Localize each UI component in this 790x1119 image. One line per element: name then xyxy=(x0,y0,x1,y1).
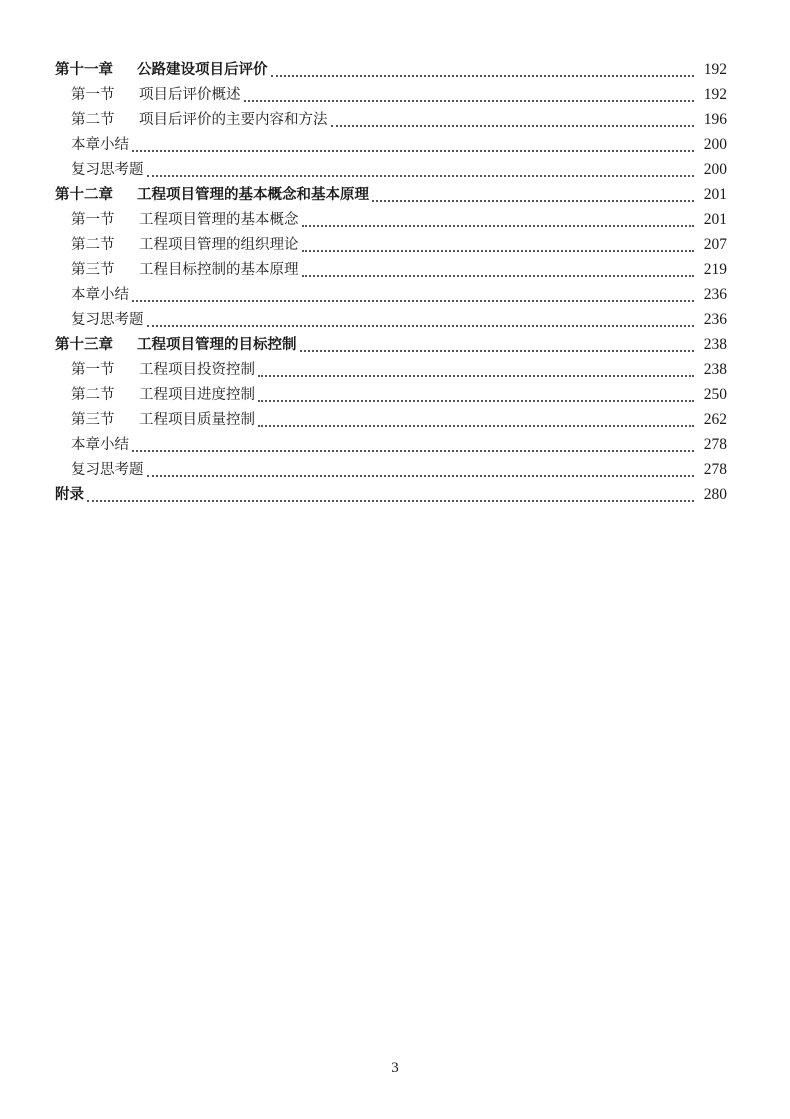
toc-entry-title: 复习思考题 xyxy=(71,462,144,478)
toc-entry-page: 250 xyxy=(703,386,727,403)
toc-section-entry xyxy=(55,232,727,257)
toc-entry-title: 工程目标控制的基本原理 xyxy=(139,262,299,278)
toc-entry-label xyxy=(55,308,144,333)
toc-chapter-entry xyxy=(55,482,727,507)
toc-chapter-entry xyxy=(55,332,727,357)
toc-entry-title: 项目后评价的主要内容和方法 xyxy=(139,112,328,128)
dot-leader xyxy=(147,325,695,327)
table-of-contents xyxy=(55,57,727,507)
toc-entry-page: 192 xyxy=(703,61,727,78)
toc-entry-title: 复习思考题 xyxy=(71,162,144,178)
dot-leader xyxy=(258,375,694,377)
dot-leader xyxy=(302,275,695,277)
toc-entry-title: 附录 xyxy=(55,487,84,503)
toc-entry-label xyxy=(55,83,241,108)
toc-entry-title: 工程项目管理的组织理论 xyxy=(139,237,299,253)
toc-entry-page: 196 xyxy=(703,111,727,128)
dot-leader xyxy=(132,300,694,302)
dot-leader xyxy=(302,225,695,227)
toc-entry-title: 工程项目质量控制 xyxy=(139,412,255,428)
dot-leader xyxy=(331,125,695,127)
toc-section-entry xyxy=(55,282,727,307)
toc-entry-page: 278 xyxy=(703,436,727,453)
toc-entry-label xyxy=(55,108,328,133)
toc-entry-title: 本章小结 xyxy=(71,287,129,303)
toc-section-entry xyxy=(55,107,727,132)
toc-entry-title: 工程项目管理的目标控制 xyxy=(137,337,297,353)
toc-entry-title: 公路建设项目后评价 xyxy=(137,62,268,78)
toc-chapter-entry xyxy=(55,182,727,207)
toc-section-entry xyxy=(55,132,727,157)
toc-entry-label xyxy=(55,458,144,483)
toc-entry-title: 工程项目投资控制 xyxy=(139,362,255,378)
toc-entry-label xyxy=(55,283,129,308)
toc-entry-number: 第十二章 xyxy=(55,187,113,203)
toc-entry-number: 第二节 xyxy=(71,112,115,128)
toc-entry-label xyxy=(55,483,84,508)
toc-section-entry xyxy=(55,257,727,282)
toc-entry-label xyxy=(55,383,255,408)
toc-entry-number: 第二节 xyxy=(71,237,115,253)
toc-entry-title: 复习思考题 xyxy=(71,312,144,328)
toc-entry-title: 工程项目管理的基本概念和基本原理 xyxy=(137,187,369,203)
toc-entry-title: 本章小结 xyxy=(71,437,129,453)
toc-entry-label xyxy=(55,333,297,358)
toc-entry-page: 200 xyxy=(703,161,727,178)
toc-entry-title: 本章小结 xyxy=(71,137,129,153)
toc-entry-page: 192 xyxy=(703,86,727,103)
toc-entry-number: 第二节 xyxy=(71,387,115,403)
toc-section-entry xyxy=(55,207,727,232)
toc-entry-number: 第十一章 xyxy=(55,62,113,78)
dot-leader xyxy=(87,500,694,502)
dot-leader xyxy=(258,400,694,402)
toc-entry-label xyxy=(55,58,268,83)
dot-leader xyxy=(302,250,695,252)
toc-entry-label xyxy=(55,408,255,433)
dot-leader xyxy=(147,175,695,177)
toc-section-entry xyxy=(55,157,727,182)
toc-chapter-entry xyxy=(55,57,727,82)
toc-entry-page: 236 xyxy=(703,311,727,328)
toc-entry-number: 第三节 xyxy=(71,412,115,428)
toc-entry-page: 238 xyxy=(703,361,727,378)
toc-section-entry xyxy=(55,407,727,432)
toc-entry-page: 219 xyxy=(703,261,727,278)
toc-entry-number: 第一节 xyxy=(71,212,115,228)
toc-entry-page: 201 xyxy=(703,186,727,203)
toc-entry-page: 201 xyxy=(703,211,727,228)
toc-entry-page: 280 xyxy=(703,486,727,503)
toc-entry-page: 200 xyxy=(703,136,727,153)
dot-leader xyxy=(132,450,694,452)
dot-leader xyxy=(147,475,695,477)
toc-entry-page: 236 xyxy=(703,286,727,303)
toc-entry-label xyxy=(55,258,299,283)
toc-entry-label xyxy=(55,358,255,383)
toc-entry-page: 238 xyxy=(703,336,727,353)
toc-section-entry xyxy=(55,432,727,457)
toc-entry-title: 工程项目管理的基本概念 xyxy=(139,212,299,228)
toc-entry-label xyxy=(55,158,144,183)
dot-leader xyxy=(258,425,694,427)
dot-leader xyxy=(271,75,695,77)
toc-section-entry xyxy=(55,82,727,107)
toc-entry-number: 第十三章 xyxy=(55,337,113,353)
toc-section-entry xyxy=(55,307,727,332)
toc-section-entry xyxy=(55,382,727,407)
toc-entry-title: 工程项目进度控制 xyxy=(139,387,255,403)
toc-entry-page: 278 xyxy=(703,461,727,478)
toc-entry-label xyxy=(55,208,299,233)
toc-entry-label xyxy=(55,433,129,458)
toc-entry-label xyxy=(55,133,129,158)
dot-leader xyxy=(132,150,694,152)
toc-entry-number: 第三节 xyxy=(71,262,115,278)
toc-entry-label xyxy=(55,233,299,258)
toc-entry-label xyxy=(55,183,369,208)
toc-section-entry xyxy=(55,457,727,482)
toc-entry-title: 项目后评价概述 xyxy=(139,87,241,103)
toc-entry-number: 第一节 xyxy=(71,362,115,378)
dot-leader xyxy=(372,200,694,202)
dot-leader xyxy=(244,100,695,102)
dot-leader xyxy=(300,350,695,352)
page-number: 3 xyxy=(391,1060,399,1076)
toc-section-entry xyxy=(55,357,727,382)
toc-entry-page: 207 xyxy=(703,236,727,253)
toc-entry-page: 262 xyxy=(703,411,727,428)
toc-entry-number: 第一节 xyxy=(71,87,115,103)
